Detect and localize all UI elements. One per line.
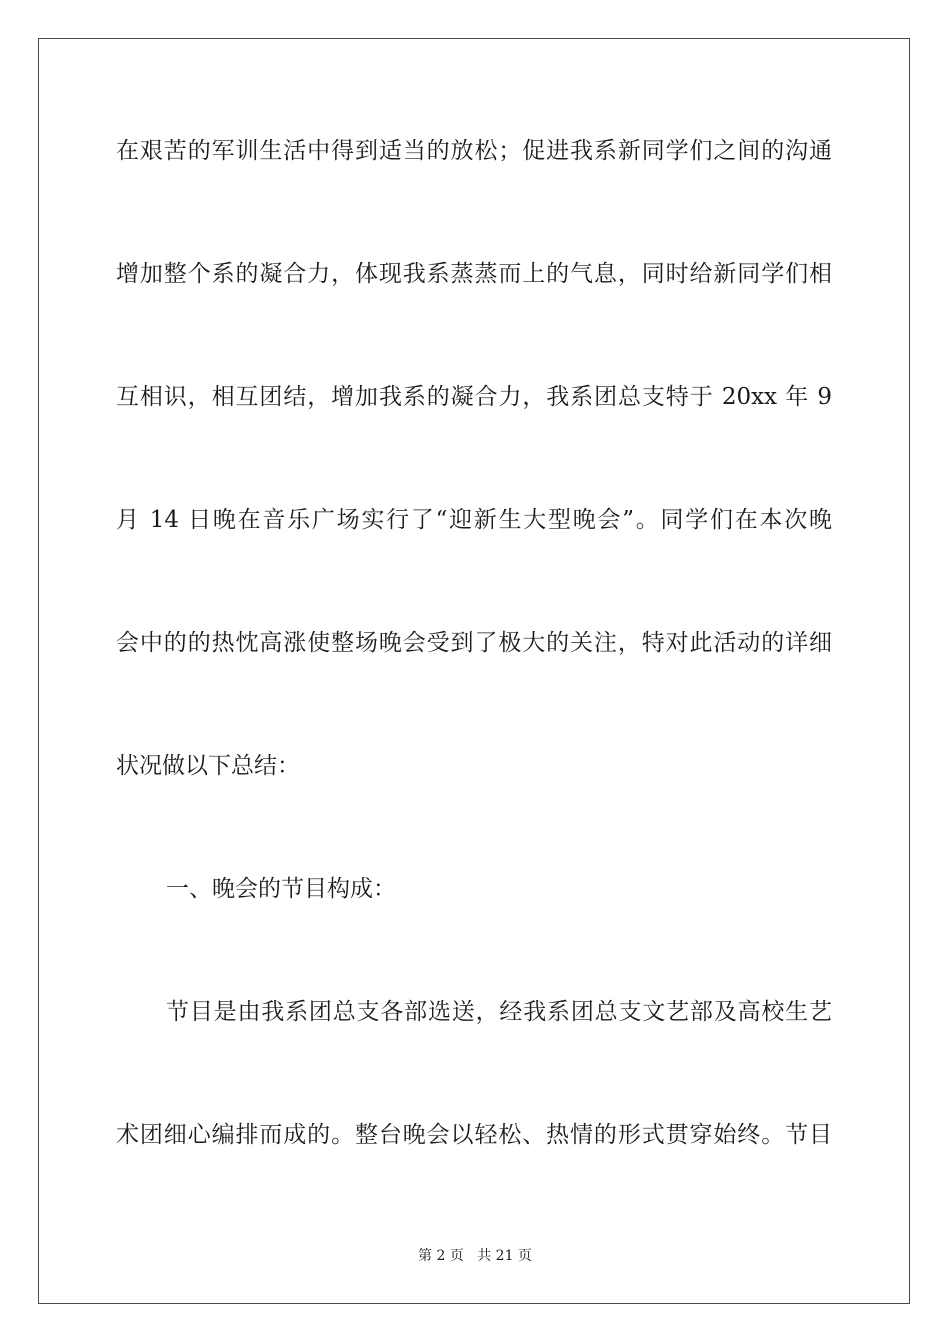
body-line-1: 在艰苦的军训生活中得到适当的放松；促进我系新同学们之间的沟通 bbox=[116, 138, 832, 164]
body-line-8: 节目是由我系团总支各部选送，经我系团总支文艺部及高校生艺 bbox=[166, 999, 832, 1025]
body-line-2: 增加整个系的凝合力，体现我系蒸蒸而上的气息，同时给新同学们相 bbox=[116, 261, 832, 287]
body-line-5: 会中的的热忱高涨使整场晚会受到了极大的关注，特对此活动的详细 bbox=[116, 630, 832, 656]
page-total: 共 21 页 bbox=[477, 1248, 532, 1264]
body-line-9: 术团细心编排而成的。整台晚会以轻松、热情的形式贯穿始终。节目 bbox=[116, 1122, 832, 1148]
page-footer bbox=[0, 1244, 950, 1268]
page-number: 第 2 页 bbox=[418, 1248, 464, 1264]
body-line-3: 互相识，相互团结，增加我系的凝合力，我系团总支特于 20xx 年 9 bbox=[116, 384, 832, 410]
body-line-4: 月 14 日晚在音乐广场实行了“迎新生大型晚会”。同学们在本次晚 bbox=[116, 507, 832, 533]
body-line-6: 状况做以下总结： bbox=[116, 753, 300, 779]
section-heading: 一、晚会的节目构成： bbox=[166, 876, 396, 902]
